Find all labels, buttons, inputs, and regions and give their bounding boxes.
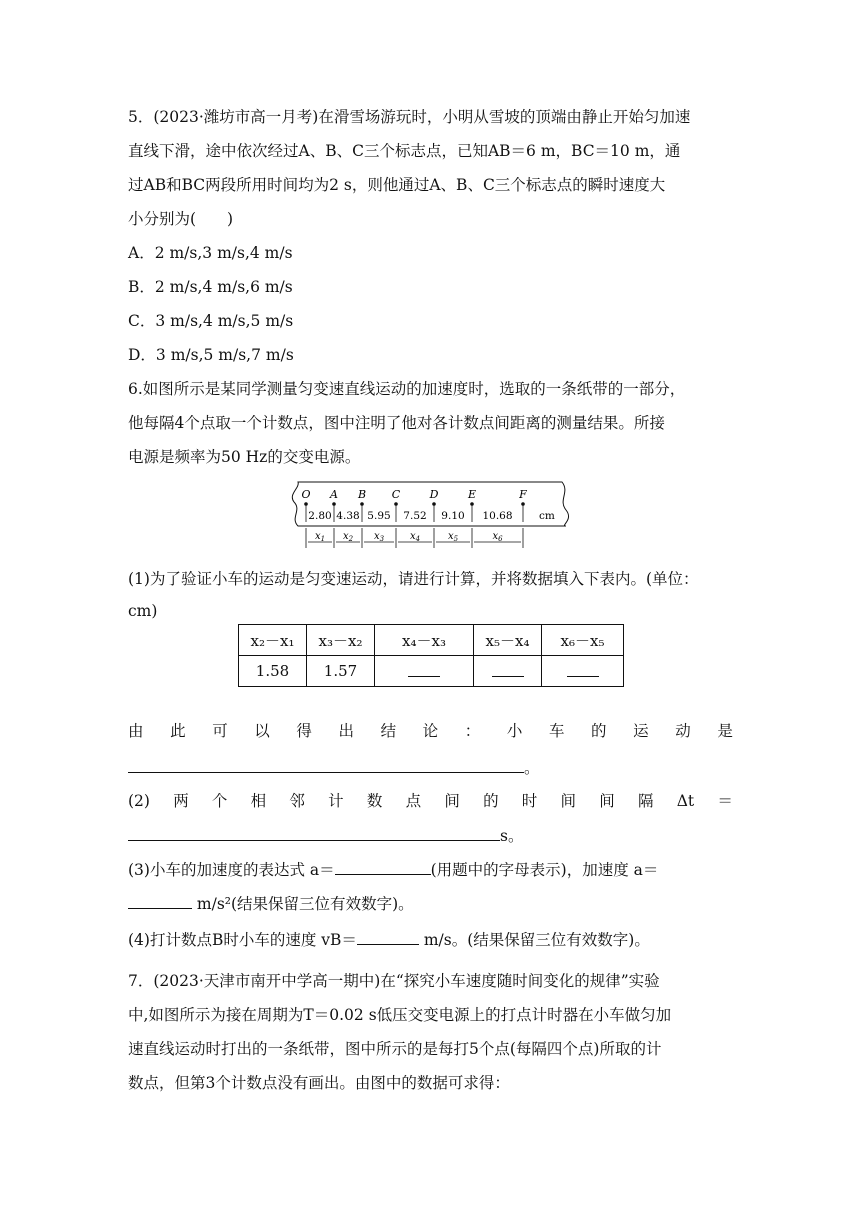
- tape-distance: 2.80: [308, 510, 332, 522]
- q5-option-c: C．3 m/s,4 m/s,5 m/s: [128, 312, 294, 330]
- spaced-char: 间: [560, 792, 577, 810]
- paper-tape-figure: [284, 478, 574, 556]
- part3-line-1: (3)小车的加速度的表达式 a＝ (用题中的字母表示)，加速度 a＝: [128, 858, 733, 881]
- part4-line: (4)打计数点B时小车的速度 vB＝ m/s。(结果保留三位有效数字)。: [128, 928, 733, 951]
- spaced-char: 小: [506, 722, 523, 740]
- spaced-char: 以: [254, 722, 270, 740]
- spaced-char: ：: [464, 722, 481, 740]
- segment-label: $x_1$: [314, 531, 326, 543]
- table-header: x₃－x₂: [307, 625, 375, 656]
- tape-point-label: D: [429, 488, 439, 501]
- conclusion-blank[interactable]: [128, 756, 524, 773]
- conclusion-blank-line: 。: [128, 756, 733, 779]
- table-header: x₄－x₃: [375, 625, 474, 656]
- spaced-char: 间: [599, 792, 615, 810]
- conclusion-line: [128, 720, 733, 742]
- q7-line-1: 7．(2023·天津市南开中学高一期中)在“探究小车速度随时间变化的规律”实验: [128, 972, 660, 990]
- table-cell: 1.57: [307, 656, 375, 687]
- table-header: x₅－x₄: [474, 625, 542, 656]
- spaced-char: 隔: [638, 792, 654, 810]
- q6-line-1: 6.如图所示是某同学测量匀变速直线运动的加速度时，选取的一条纸带的一部分，: [128, 380, 686, 398]
- q6-line-2: 他每隔4个点取一个计数点，图中注明了他对各计数点间距离的测量结果。所接: [128, 414, 665, 432]
- spaced-char: 两: [173, 792, 189, 810]
- table-cell-blank[interactable]: [375, 656, 474, 687]
- tape-point-label: O: [301, 488, 311, 501]
- part2-blank-line: s。: [128, 824, 733, 847]
- spaced-char: 可: [212, 722, 228, 740]
- velocity-b-blank[interactable]: [357, 928, 419, 945]
- tape-point-label: E: [467, 488, 477, 501]
- tape-distance: 4.38: [336, 510, 360, 522]
- spaced-char: (2): [128, 792, 150, 810]
- q6-part1-line-1: (1)为了验证小车的运动是匀变速运动，请进行计算，并将数据填入下表内。(单位：: [128, 570, 699, 588]
- spaced-char: 计: [328, 792, 344, 810]
- spaced-char: 的: [591, 722, 607, 740]
- interval-blank[interactable]: [128, 824, 500, 841]
- tape-point-label: F: [519, 488, 527, 501]
- spaced-char: 的: [483, 792, 499, 810]
- spaced-char: 个: [211, 792, 228, 810]
- spaced-char: ＝: [717, 792, 733, 810]
- difference-table: [238, 624, 624, 687]
- tape-distance: 5.95: [367, 510, 391, 522]
- q5-line-2: 直线下滑，途中依次经过A、B、C三个标志点，已知AB＝6 m，BC＝10 m，通: [128, 142, 681, 160]
- spaced-char: 此: [170, 722, 186, 740]
- spaced-char: 间: [444, 792, 460, 810]
- q5-option-d: D．3 m/s,5 m/s,7 m/s: [128, 346, 294, 364]
- spaced-char: Δt: [676, 792, 695, 810]
- tape-unit: cm: [539, 510, 555, 522]
- tape-distance: 10.68: [482, 510, 513, 522]
- spaced-char: 由: [128, 722, 144, 740]
- tape-distance: 7.52: [403, 510, 427, 522]
- segment-label: $x_6$: [492, 531, 503, 543]
- table-cell-blank[interactable]: [474, 656, 542, 687]
- q6-part1-line-2: cm): [128, 602, 158, 620]
- table-row: [239, 656, 624, 687]
- acceleration-expression-blank[interactable]: [335, 858, 431, 875]
- part2-line: [128, 790, 733, 812]
- segment-label: $x_3$: [373, 531, 385, 543]
- segment-label: $x_4$: [409, 531, 421, 543]
- spaced-char: 数: [366, 792, 383, 810]
- segment-label: $x_5$: [447, 531, 459, 543]
- q5-line-3: 过AB和BC两段所用时间均为2 s，则他通过A、B、C三个标志点的瞬时速度大: [128, 176, 666, 194]
- q5-option-a: A．2 m/s,3 m/s,4 m/s: [128, 244, 293, 262]
- spaced-char: 相: [250, 792, 267, 810]
- q7-line-4: 数点，但第3个计数点没有画出。由图中的数据可求得：: [128, 1074, 510, 1092]
- spaced-char: 时: [521, 792, 538, 810]
- spaced-char: 结: [380, 722, 397, 740]
- q7-line-2: 中,如图所示为接在周期为T＝0.02 s低压交变电源上的打点计时器在小车做匀加: [128, 1006, 672, 1024]
- spaced-char: 邻: [289, 792, 305, 810]
- spaced-char: 车: [548, 722, 565, 740]
- spaced-char: 是: [717, 722, 733, 740]
- q6-line-3: 电源是频率为50 Hz的交变电源。: [128, 448, 361, 466]
- table-header: x₂－x₁: [239, 625, 307, 656]
- tape-point-label: B: [357, 488, 367, 501]
- spaced-char: 点: [405, 792, 422, 810]
- spaced-char: 得: [296, 722, 312, 740]
- q5-line-1: 5．(2023·潍坊市高一月考)在滑雪场游玩时，小明从雪坡的顶端由静止开始匀加速: [128, 108, 691, 126]
- part3-line-2: m/s²(结果保留三位有效数字)。: [128, 892, 733, 915]
- spaced-char: 出: [338, 722, 354, 740]
- table-header-row: [239, 625, 624, 656]
- q5-line-4: 小分别为( ): [128, 210, 234, 228]
- tape-point-label: A: [330, 488, 338, 501]
- table-header: x₆－x₅: [542, 625, 624, 656]
- spaced-char: 动: [675, 722, 691, 740]
- table-cell-blank[interactable]: [542, 656, 624, 687]
- q7-line-3: 速直线运动时打出的一条纸带，图中所示的是每打5个点(每隔四个点)所取的计: [128, 1040, 662, 1058]
- acceleration-value-blank[interactable]: [128, 892, 192, 909]
- tape-distance: 9.10: [441, 510, 465, 522]
- spaced-char: 论: [422, 722, 439, 740]
- spaced-char: 运: [633, 722, 649, 740]
- table-cell: 1.58: [239, 656, 307, 687]
- segment-label: $x_2$: [342, 531, 354, 543]
- tape-point-label: C: [391, 488, 401, 501]
- q5-option-b: B．2 m/s,4 m/s,6 m/s: [128, 278, 293, 296]
